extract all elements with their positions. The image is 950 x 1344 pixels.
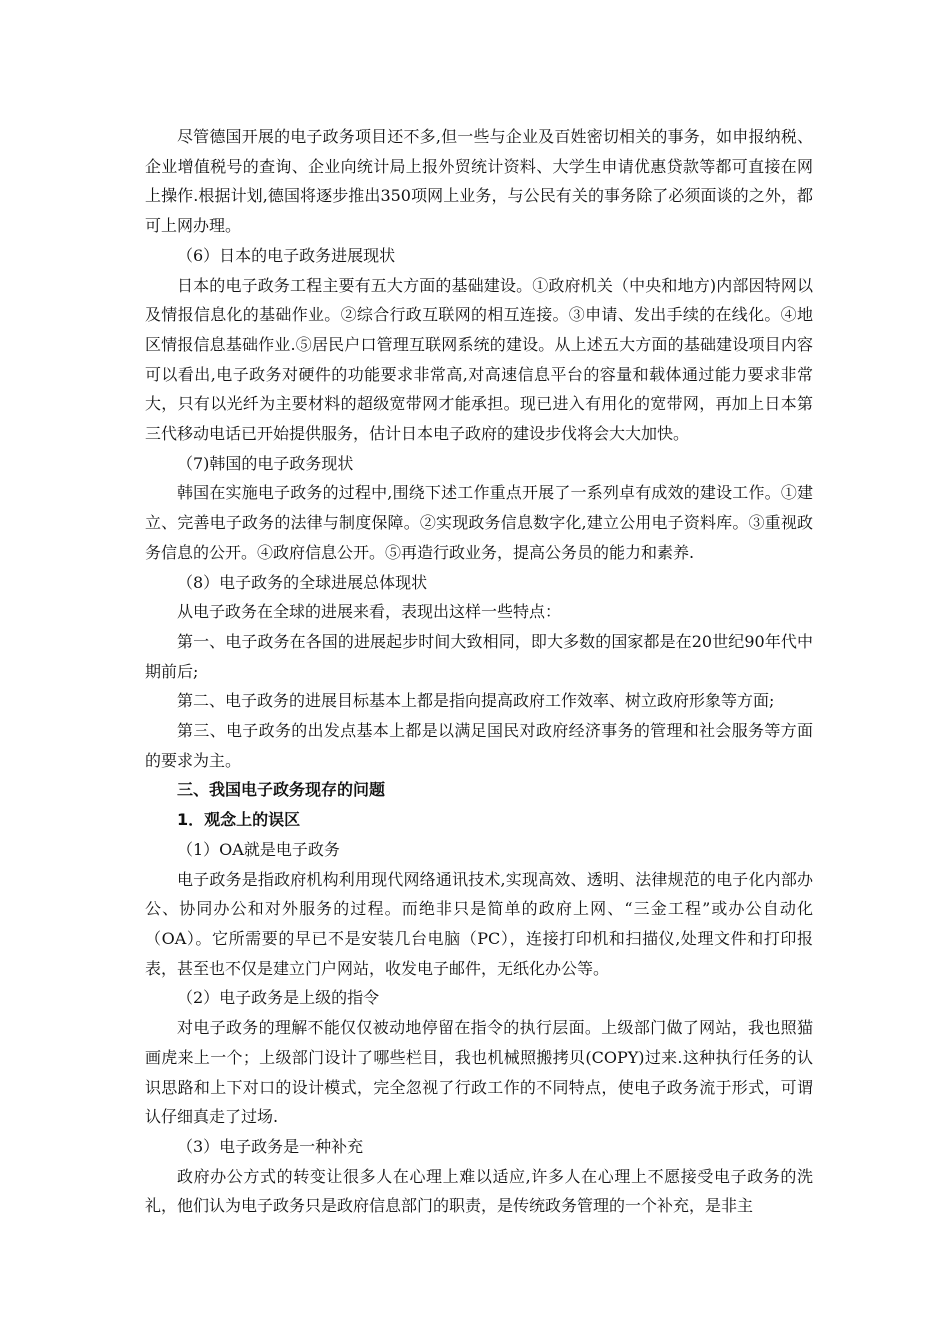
document-body bbox=[145, 122, 813, 1221]
paragraph-egov-is-directive: 对电子政务的理解不能仅仅被动地停留在指令的执行层面。上级部门做了网站，我也照猫画虎来上一个；上级部门设计了哪些栏目，我也机械照搬拷贝(COPY)过来.这种执行任务的认识思路和上下对口的设计模式，完全忽视了行政工作的不同特点，使电子政务流于形式，可谓认仔细真走了过场. bbox=[145, 1018, 813, 1127]
paragraph-japan-egov: 日本的电子政务工程主要有五大方面的基础建设。①政府机关（中央和地方)内部因特网以及情报信息化的基础作业。②综合行政互联网的相互连接。③申请、发出手续的在线化。④地区情报信息基础作业.⑤居民户口管理互联网系统的建设。从上述五大方面的基础建设项目内容可以看出,电子政务对硬件的功能要求非常高,对高速信息平台的容量和载体通过能力要求非常大，只有以光纤为主要材料的超级宽带网才能承担。现已进入有用化的宽带网，再加上日本第三代移动电话已开始提供服务，估计日本电子政府的建设步伐将会大大加快。 bbox=[145, 275, 813, 444]
heading-egov-is-supplement: （3）电子政务是一种补充 bbox=[177, 1136, 364, 1156]
paragraph-korea-egov: 韩国在实施电子政务的过程中,围绕下述工作重点开展了一系列卓有成效的建设工作。①建立、完善电子政务的法律与制度保障。②实现政务信息数字化,建立公用电子资料库。③重视政务信息的公开。④政府信息公开。⑤再造行政业务，提高公务员的能力和素养. bbox=[145, 483, 813, 562]
paragraph-global-intro: 从电子政务在全球的进展来看，表现出这样一些特点： bbox=[177, 602, 562, 622]
paragraph-global-point-1: 第一、电子政务在各国的进展起步时间大致相同，即大多数的国家都是在20世纪90年代中期前后; bbox=[145, 631, 813, 681]
paragraph-egov-is-supplement: 政府办公方式的转变让很多人在心理上难以适应,许多人在心理上不愿接受电子政务的洗礼，他们认为电子政务只是政府信息部门的职责，是传统政务管理的一个补充，是非主 bbox=[145, 1166, 813, 1216]
heading-oa-is-egov: （1）OA就是电子政务 bbox=[177, 839, 340, 859]
paragraph-global-point-3: 第三、电子政务的出发点基本上都是以满足国民对政府经济事务的管理和社会服务等方面的要求为主。 bbox=[145, 721, 813, 770]
heading-egov-is-directive: （2）电子政务是上级的指令 bbox=[177, 988, 380, 1008]
heading-japan-egov: （6）日本的电子政务进展现状 bbox=[177, 245, 396, 265]
subsection-heading-misconceptions: 1．观念上的误区 bbox=[177, 810, 301, 830]
heading-korea-egov: （7)韩国的电子政务现状 bbox=[177, 453, 354, 473]
paragraph-germany-egov: 尽管德国开展的电子政务项目还不多,但一些与企业及百姓密切相关的事务，如申报纳税、企业增值税号的查询、企业向统计局上报外贸统计资料、大学生申请优惠贷款等都可直接在网上操作.根据计划,德国将逐步推出350项网上业务，与公民有关的事务除了必须面谈的之外，都可上网办理。 bbox=[145, 127, 813, 236]
heading-global-egov: （8）电子政务的全球进展总体现状 bbox=[177, 572, 428, 592]
section-heading-problems: 三、我国电子政务现存的问题 bbox=[177, 780, 386, 800]
paragraph-global-point-2: 第二、电子政务的进展目标基本上都是指向提高政府工作效率、树立政府形象等方面; bbox=[177, 691, 775, 711]
paragraph-oa-is-egov: 电子政务是指政府机构利用现代网络通讯技术,实现高效、透明、法律规范的电子化内部办公、协同办公和对外服务的过程。而绝非只是简单的政府上网、“三金工程”或办公自动化（OA）。它所需要的早已不是安装几台电脑（PC），连接打印机和扫描仪,处理文件和打印报表，甚至也不仅是建立门户网站，收发电子邮件，无纸化办公等。 bbox=[145, 869, 813, 978]
